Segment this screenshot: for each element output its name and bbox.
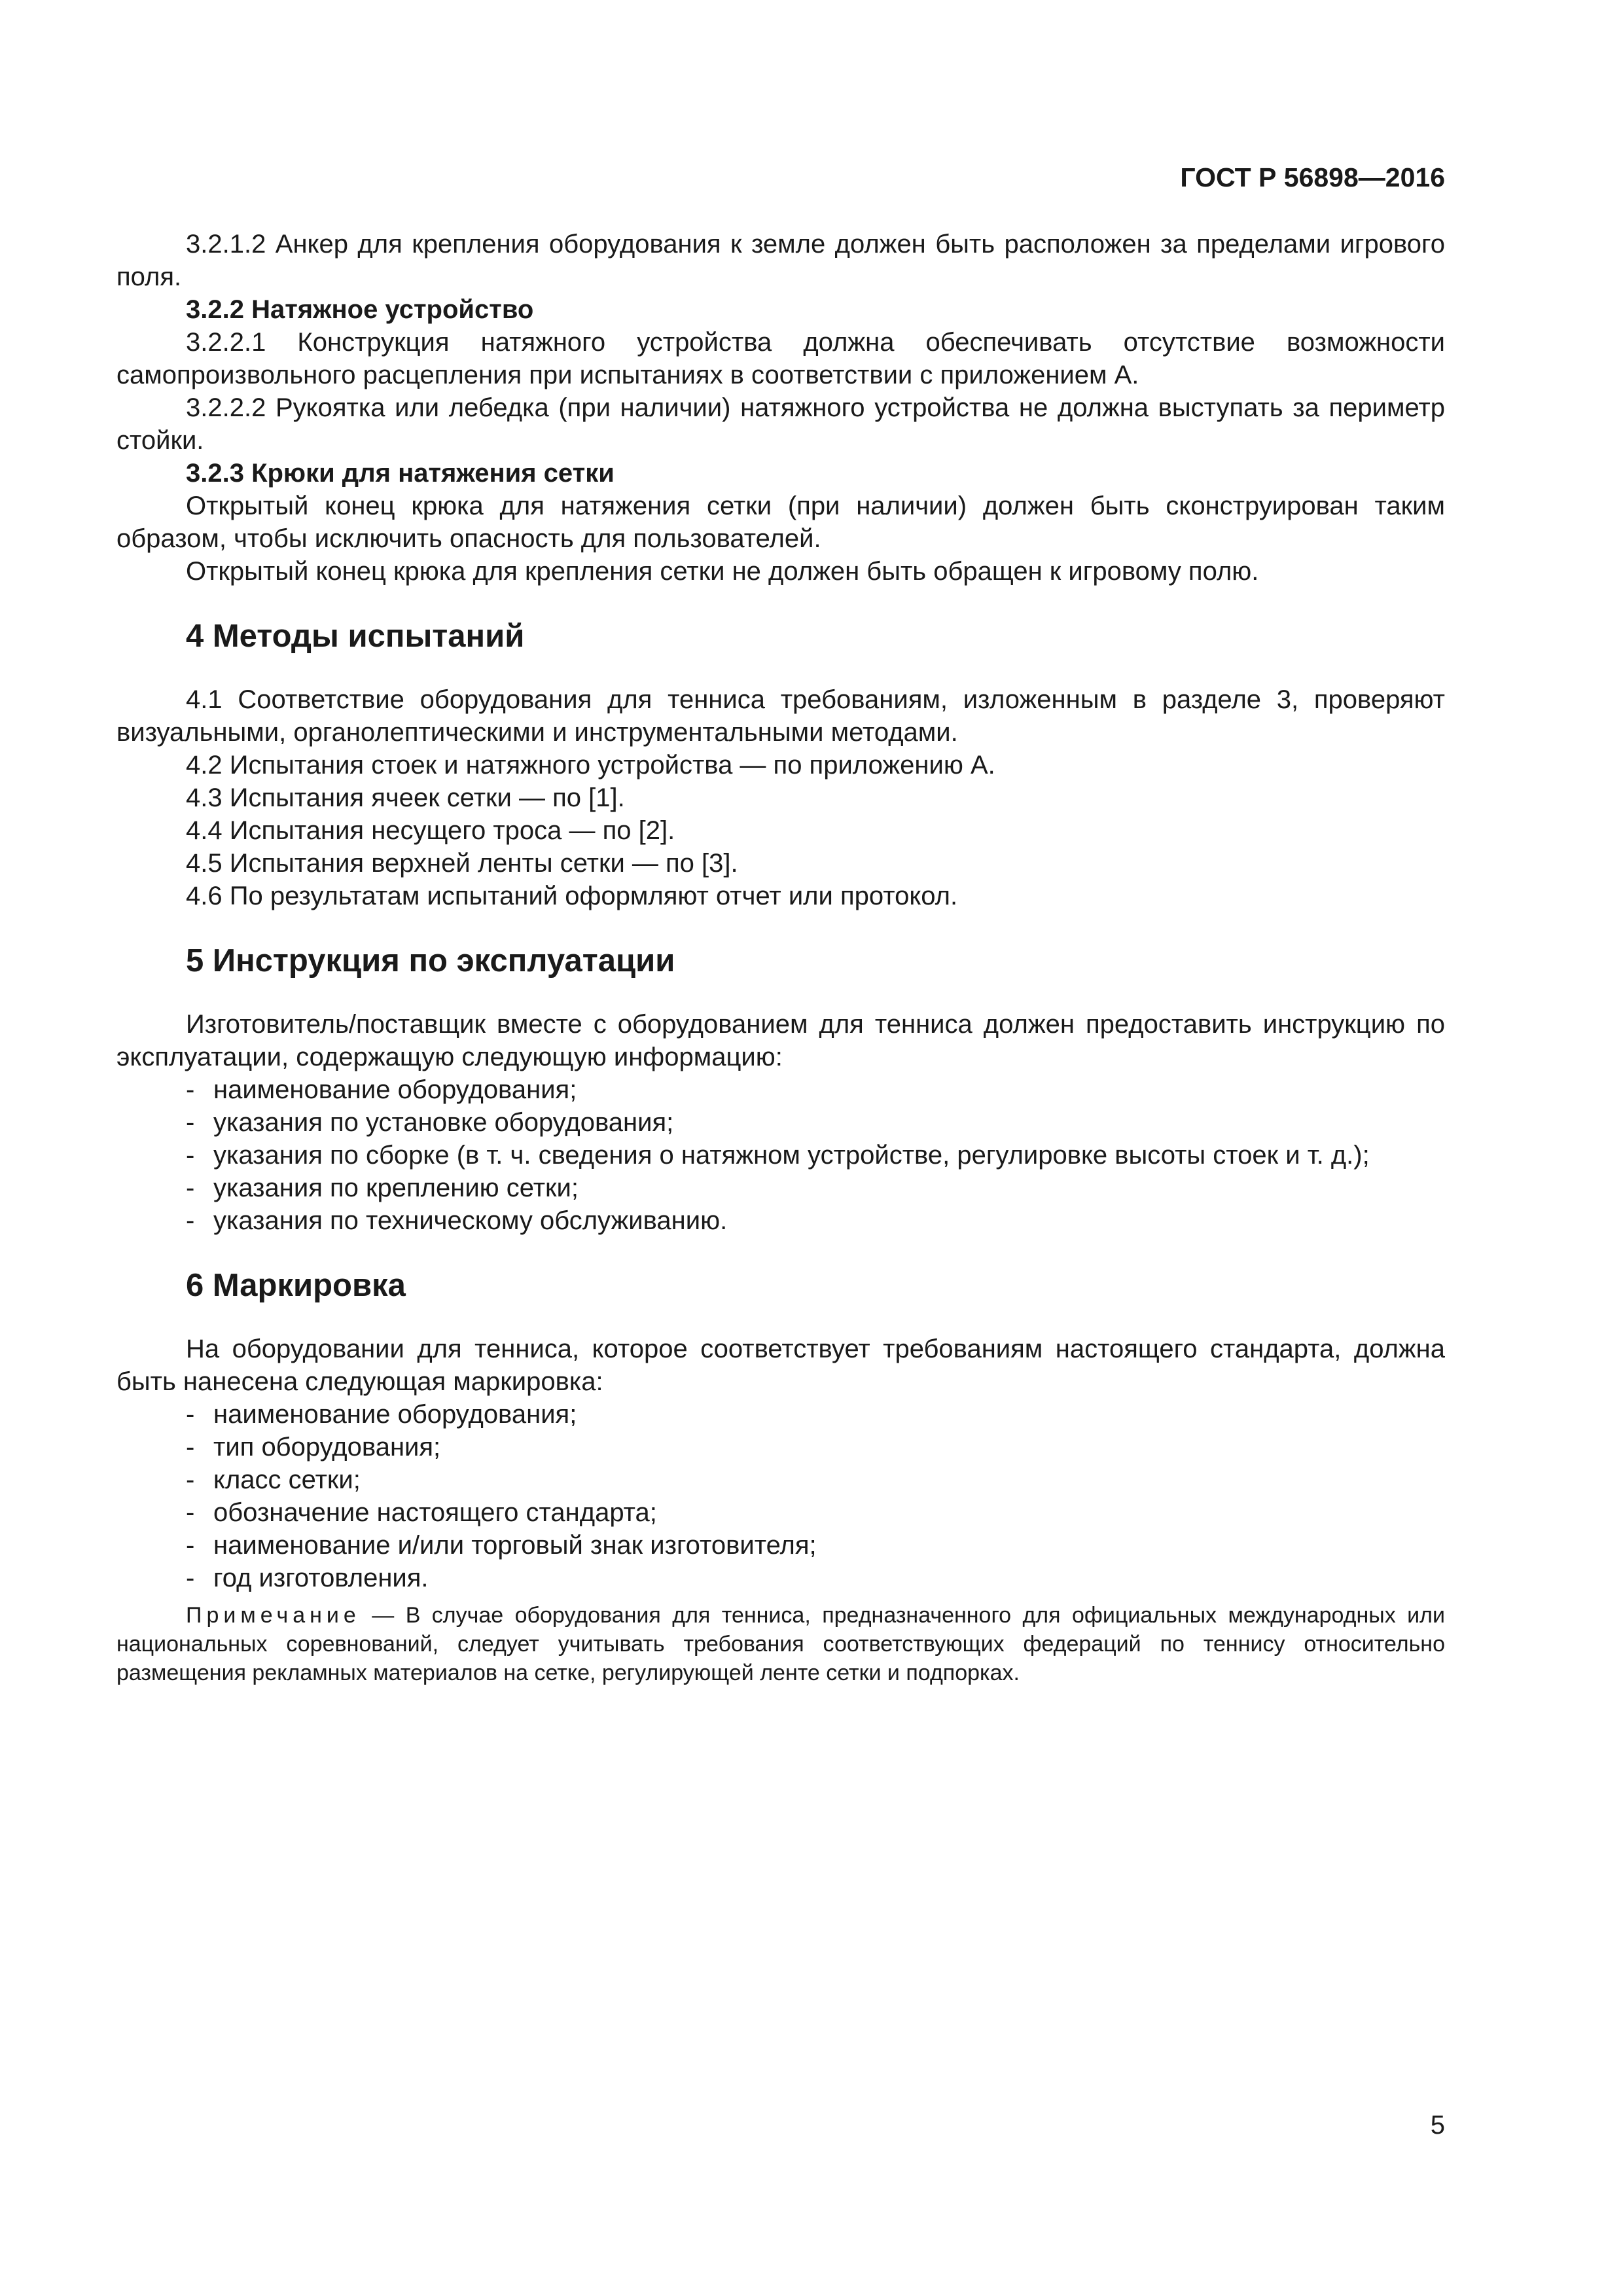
- list-item: - класс сетки;: [186, 1465, 361, 1494]
- list-item: - указания по техническому обслуживанию.: [186, 1206, 728, 1235]
- clause-4-1: 4.1 Соответствие оборудования для тенниса требованиям, изложенным в разделе 3, проверяют визуальными, органолептическими и инструментальными методами.: [116, 685, 1445, 747]
- clause-4-5: 4.5 Испытания верхней ленты сетки — по [3].: [186, 849, 738, 878]
- heading-3-2-2: 3.2.2 Натяжное устройство: [186, 295, 534, 324]
- list-item: - наименование оборудования;: [186, 1400, 577, 1429]
- clause-4-6: 4.6 По результатам испытаний оформляют отчет или протокол.: [186, 882, 958, 910]
- standard-header: ГОСТ Р 56898—2016: [1180, 162, 1445, 192]
- clause-3-2-2-1: 3.2.2.1 Конструкция натяжного устройства должна обеспечивать отсутствие возможности самопроизвольного расцепления при испытаниях в соответствии с приложением А.: [116, 328, 1445, 389]
- list-item: - наименование и/или торговый знак изготовителя;: [186, 1531, 817, 1560]
- section-6-intro: На оборудовании для тенниса, которое соответствует требованиям настоящего стандарта, должна быть нанесена следующая маркировка:: [116, 1335, 1445, 1396]
- clause-3-2-2-2: 3.2.2.2 Рукоятка или лебедка (при наличии) натяжного устройства не должна выступать за периметр стойки.: [116, 393, 1445, 455]
- list-item: - год изготовления.: [186, 1564, 429, 1592]
- list-item: - тип оборудования;: [186, 1433, 441, 1462]
- clause-4-3: 4.3 Испытания ячеек сетки — по [1].: [186, 783, 625, 812]
- list-item: - указания по установке оборудования;: [186, 1108, 674, 1137]
- note-label: Примечание: [186, 1603, 361, 1628]
- list-item: - наименование оборудования;: [186, 1075, 577, 1104]
- section-6-list: [116, 1398, 1445, 1594]
- section-4-title: 4 Методы испытаний: [186, 619, 525, 654]
- page-content: [116, 228, 1445, 1687]
- page-number: 5: [1430, 2111, 1445, 2140]
- list-item: - обозначение настоящего стандарта;: [186, 1498, 657, 1527]
- section-6-title: 6 Маркировка: [186, 1268, 406, 1303]
- list-item: - указания по креплению сетки;: [186, 1174, 579, 1202]
- clause-3-2-3-a: Открытый конец крюка для натяжения сетки (при наличии) должен быть сконструирован таким образом, чтобы исключить опасность для пользователей.: [116, 492, 1445, 553]
- clause-3-2-1-2: 3.2.1.2 Анкер для крепления оборудования к земле должен быть расположен за пределами игрового поля.: [116, 230, 1445, 291]
- note-text: — В случае оборудования для тенниса, предназначенного для официальных международных или национальных соревнований, следует учитывать требования соответствующих федераций по теннису относительно размещения рекламных материалов на сетке, регулирующей ленте сетки и подпорках.: [116, 1603, 1445, 1685]
- heading-3-2-3: 3.2.3 Крюки для натяжения сетки: [186, 459, 615, 488]
- list-item: - указания по сборке (в т. ч. сведения о натяжном устройстве, регулировке высоты стоек и т. д.);: [186, 1141, 1370, 1170]
- section-5-title: 5 Инструкция по эксплуатации: [186, 943, 675, 978]
- section-5-list: [116, 1073, 1445, 1237]
- clause-3-2-3-b: Открытый конец крюка для крепления сетки не должен быть обращен к игровому полю.: [186, 557, 1259, 586]
- clause-4-4: 4.4 Испытания несущего троса — по [2].: [186, 816, 675, 845]
- section-5-intro: Изготовитель/поставщик вместе с оборудованием для тенниса должен предоставить инструкцию по эксплуатации, содержащую следующую информацию:: [116, 1010, 1445, 1071]
- note-paragraph: [116, 1601, 1445, 1687]
- clause-4-2: 4.2 Испытания стоек и натяжного устройства — по приложению А.: [186, 751, 995, 780]
